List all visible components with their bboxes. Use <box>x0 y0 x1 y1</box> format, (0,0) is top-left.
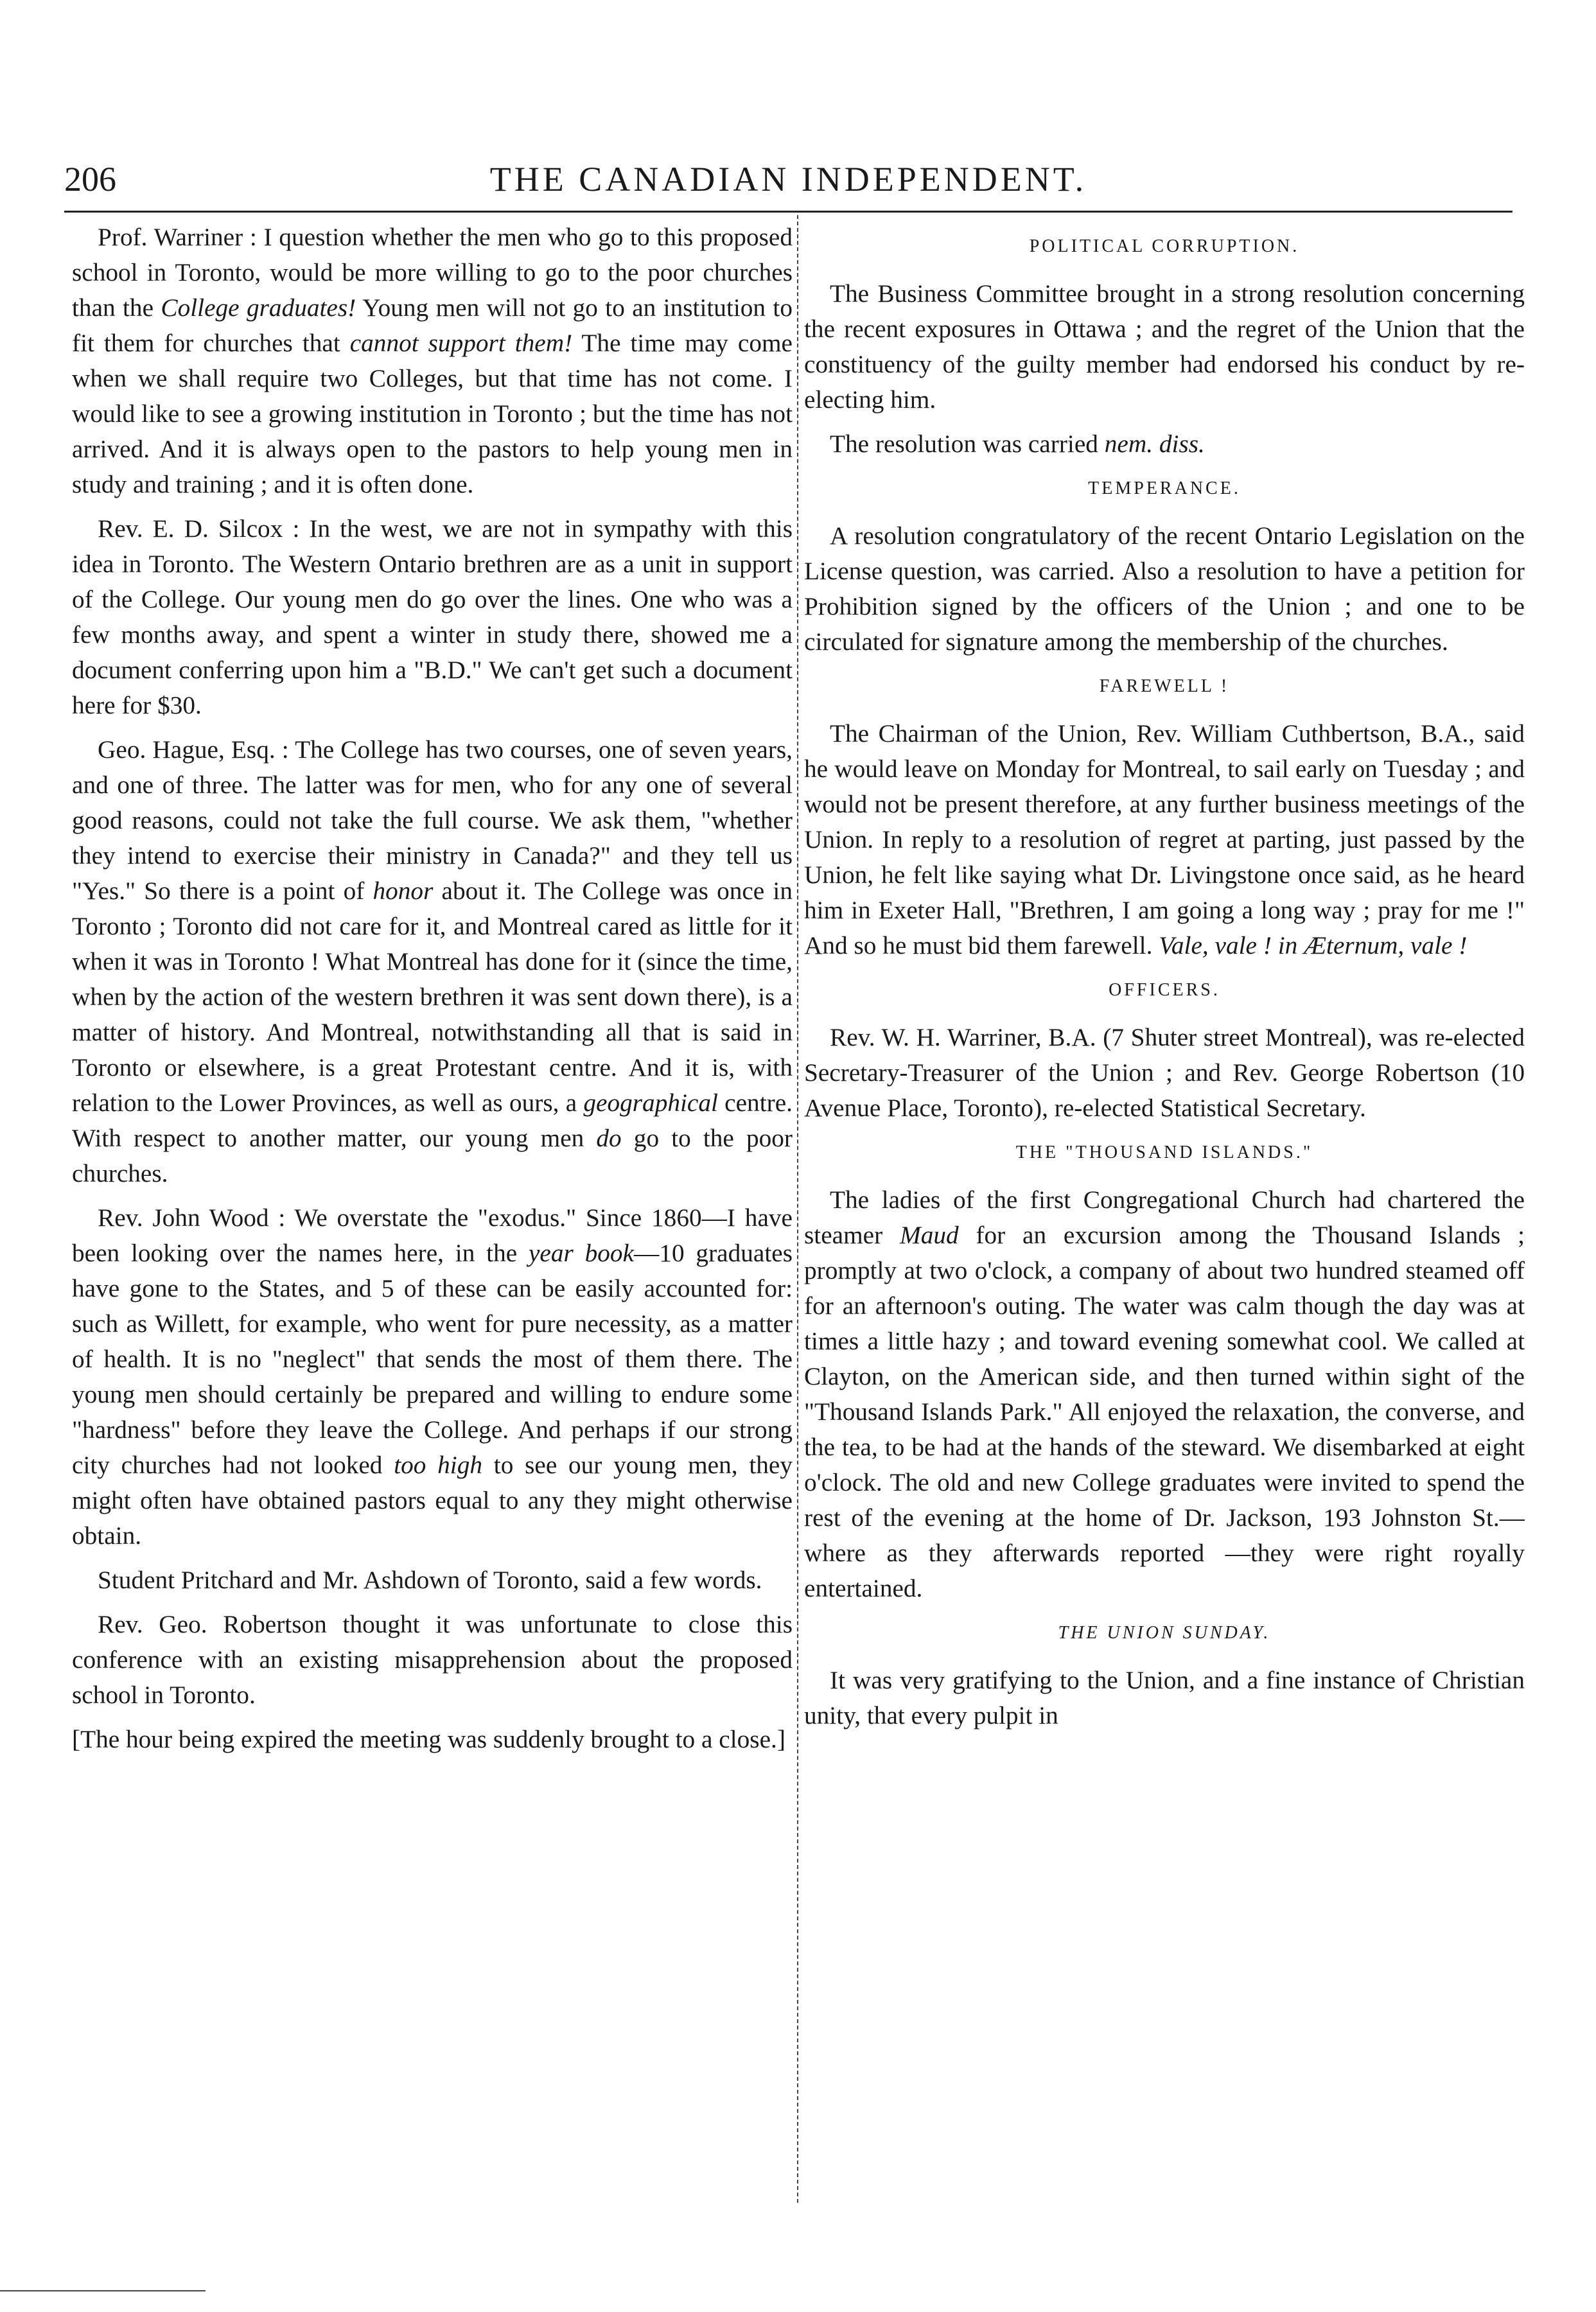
heading-farewell: FAREWELL ! <box>1099 676 1230 696</box>
heading-union-sunday: THE UNION SUNDAY. <box>1058 1623 1271 1643</box>
paragraph-pritchard: Student Pritchard and Mr. Ashdown of Toronto, said a few words. <box>98 1566 762 1594</box>
left-column <box>72 220 793 2211</box>
heading-officers: OFFICERS. <box>1109 980 1220 1000</box>
paragraph-officers: Rev. W. H. Warriner, B.A. (7 Shuter street Montreal), was re-elected Secretary-Treasurer of the Union ; and Rev. George Robertson (10 Avenue Place, Toronto), re-elected Statistical Secretary. <box>804 1023 1525 1122</box>
paragraph-wood: Rev. John Wood : We overstate the "exodus." Since 1860—I have been looking over the names here, in the year book—10 graduates have gone to the States, and 5 of these can be easily accounted for: such as Willett, for example, who went for pure necessity, as a matter of health. It is no "neglect" that sends the most of them there. The young men should certainly be prepared and willing to endure some "hardness" before they leave the College. And perhaps if our strong city churches had not looked too high to see our young men, they might often have obtained pastors equal to any they might otherwise obtain. <box>72 1204 793 1550</box>
paragraph-robertson: Rev. Geo. Robertson thought it was unfortunate to close this conference with an existing misapprehension about the proposed school in Toronto. <box>72 1610 793 1709</box>
bottom-rule <box>0 2290 206 2291</box>
paragraph-resolution-carried: The resolution was carried nem. diss. <box>830 430 1205 458</box>
page-header <box>64 159 1513 208</box>
paragraph-union-sunday: It was very gratifying to the Union, and a fine instance of Christian unity, that every pulpit in <box>804 1666 1525 1730</box>
paragraph-farewell: The Chairman of the Union, Rev. William Cuthbertson, B.A., said he would leave on Monday for Montreal, to sail early on Tuesday ; and would not be present therefore, at any further business meetings of the Union. In reply to a resolution of regret at parting, just passed by the Union, he felt like saying what Dr. Livingstone once said, as he heard him in Exeter Hall, "Brethren, I am going a long way ; pray for me !" And so he must bid them farewell. Vale, vale ! in Æternum, vale ! <box>804 719 1525 959</box>
paragraph-political-corruption: The Business Committee brought in a strong resolution concerning the recent exposures in Ottawa ; and the regret of the Union that the constituency of the guilty member had endorsed his conduct by re-electing him. <box>804 279 1525 414</box>
paragraph-closing-note: [The hour being expired the meeting was suddenly brought to a close.] <box>72 1725 785 1753</box>
column-divider <box>797 215 798 2203</box>
paragraph-silcox: Rev. E. D. Silcox : In the west, we are not in sympathy with this idea in Toronto. The Western Ontario brethren are as a unit in support of the College. Our young men do go over the lines. One who was a few months away, and spent a winter in study there, showed me a document conferring upon him a "B.D." We can't get such a document here for $30. <box>72 514 793 719</box>
header-rule <box>64 211 1513 213</box>
heading-temperance: TEMPERANCE. <box>1088 478 1241 498</box>
heading-political-corruption: POLITICAL CORRUPTION. <box>1029 236 1300 256</box>
paragraph-thousand-islands: The ladies of the first Congregational Church had chartered the steamer Maud for an excursion among the Thousand Islands ; promptly at two o'clock, a company of about two hundred steamed off for an afternoon's outing. The water was calm though the day was at times a little hazy ; and toward evening somewhat cool. We called at Clayton, on the American side, and then turned within sight of the "Thousand Islands Park." All enjoyed the relaxation, the converse, and the tea, to be had at the hands of the steward. We disembarked at eight o'clock. The old and new College graduates were invited to spend the rest of the evening at the home of Dr. Jackson, 193 Johnston St.—where as they afterwards reported —they were right royally entertained. <box>804 1186 1525 1602</box>
speaker-name: Rev. E. D. Silcox : <box>98 514 300 543</box>
paragraph-warriner: Prof. Warriner : I question whether the men who go to this proposed school in Toronto, would be more willing to go to the poor churches than the College graduates! Young men will not go to an institution to fit them for churches that cannot support them! The time may come when we shall require two Colleges, but that time has not come. I would like to see a growing institution in Toronto ; but the time has not arrived. And it is always open to the pastors to help young men in study and training ; and it is often done. <box>72 223 793 498</box>
paragraph-temperance: A resolution congratulatory of the recent Ontario Legislation on the License question, was carried. Also a resolution to have a petition for Prohibition signed by the officers of the Union ; and one to be circulated for signature among the membership of the churches. <box>804 521 1525 656</box>
speaker-name: Geo. Hague, Esq. : <box>98 735 289 764</box>
right-column <box>804 220 1525 2211</box>
heading-thousand-islands: THE "THOUSAND ISLANDS." <box>1015 1143 1313 1162</box>
page-number: 206 <box>64 160 116 198</box>
journal-title: THE CANADIAN INDEPENDENT. <box>489 160 1087 198</box>
speaker-name: Prof. Warriner : <box>98 223 257 251</box>
speaker-name: Rev. John Wood : <box>98 1204 286 1232</box>
paragraph-hague: Geo. Hague, Esq. : The College has two courses, one of seven years, and one of three. The latter was for men, who for any one of several good reasons, could not take the full course. We ask them, "whether they intend to exercise their ministry in Canada?" and they tell us "Yes." So there is a point of honor about it. The College was once in Toronto ; Toronto did not care for it, and Montreal cared as little for it when it was in Toronto ! What Montreal has done for it (since the time, when by the action of the western brethren it was sent down there), is a matter of history. And Montreal, notwithstanding all that is said in Toronto or elsewhere, is a great Protestant centre. And it is, with relation to the Lower Provinces, as well as ours, a geographical centre. With respect to another matter, our young men do go to the poor churches. <box>72 735 793 1187</box>
